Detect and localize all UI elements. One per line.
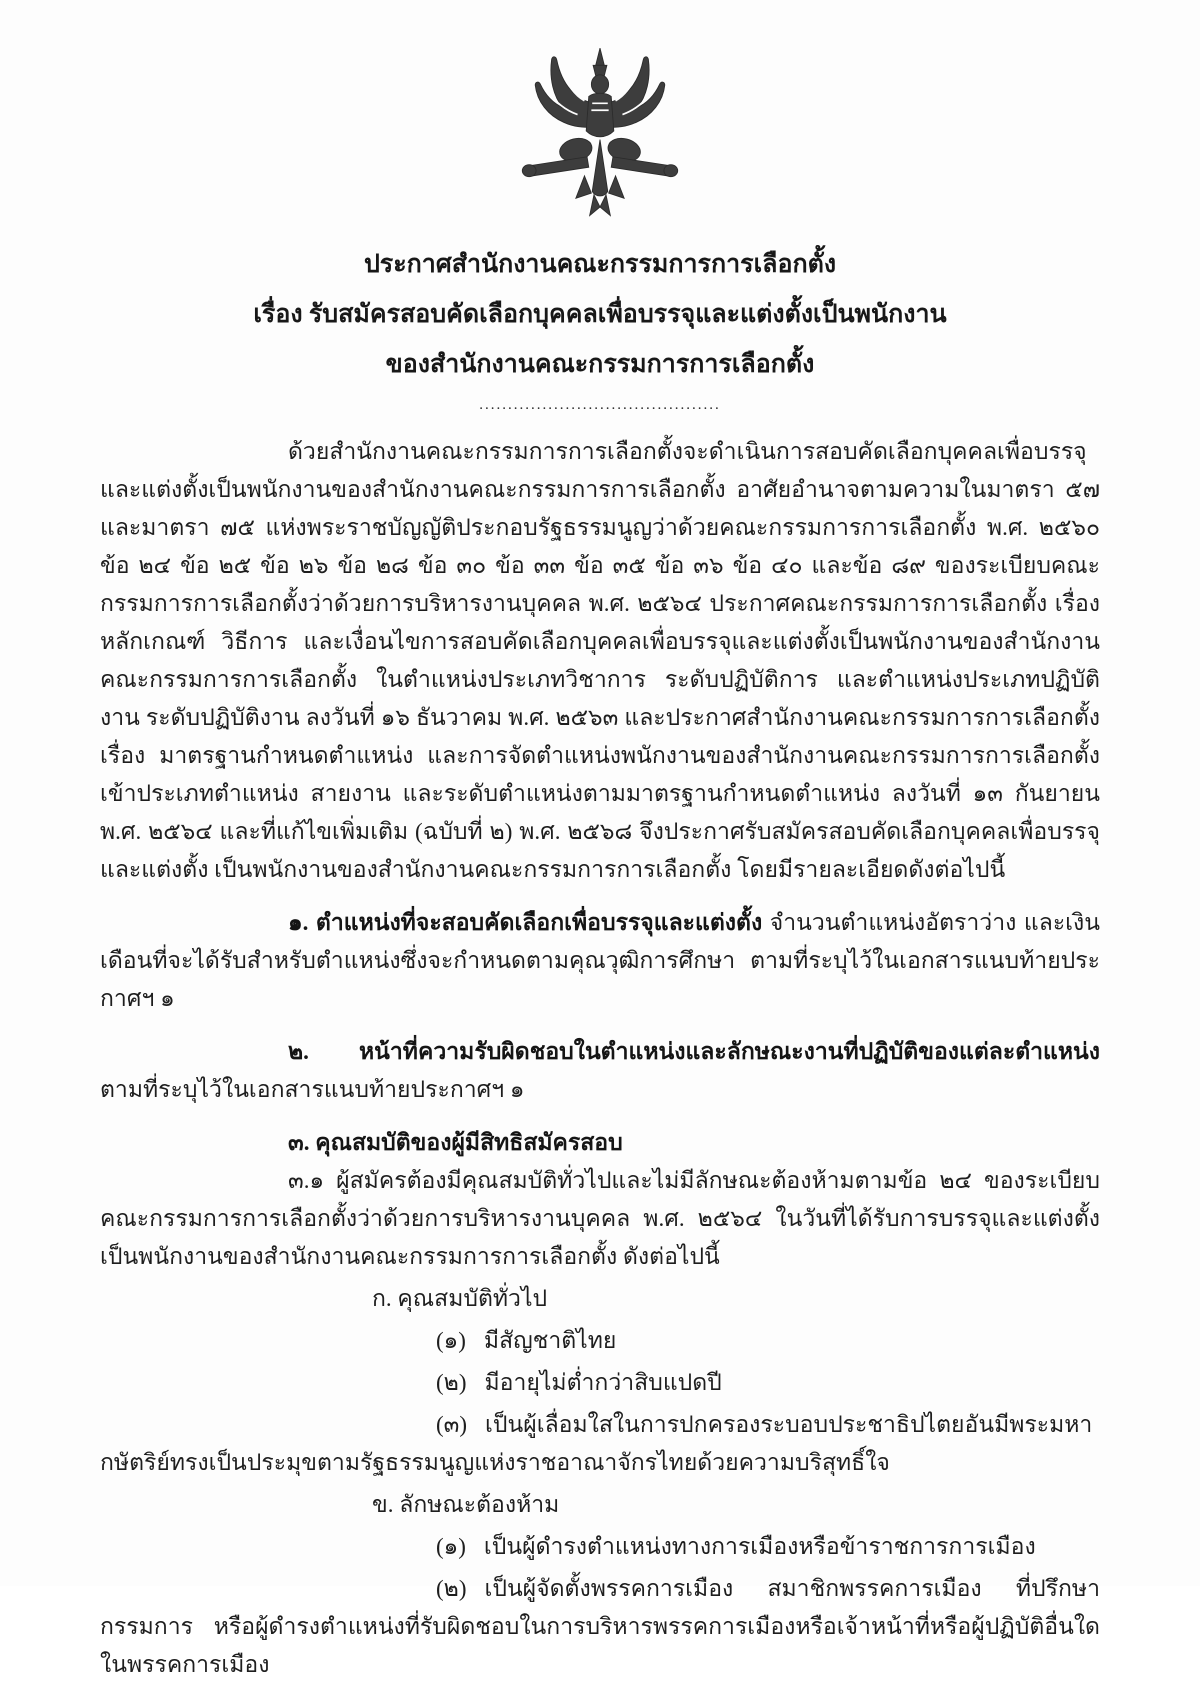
garuda-icon — [505, 46, 695, 228]
qualification-item-1 — [100, 1322, 1100, 1360]
item-number: (๒) — [436, 1370, 467, 1395]
item-number: (๓) — [436, 1412, 468, 1437]
section-1-heading: ๑. ตำแหน่งที่จะสอบคัดเลือกเพื่อบรรจุและแต่งตั้ง — [288, 910, 763, 935]
announcement-title: ประกาศสำนักงานคณะกรรมการการเลือกตั้ง — [363, 251, 837, 278]
item-text: มีสัญชาติไทย — [483, 1328, 617, 1353]
announcement-issuer: ของสำนักงานคณะกรรมการการเลือกตั้ง — [385, 351, 815, 378]
title-block — [0, 240, 1200, 390]
announcement-subject: เรื่อง รับสมัครสอบคัดเลือกบุคคลเพื่อบรรจุและแต่งตั้งเป็นพนักงาน — [253, 301, 947, 328]
qualification-item-3 — [100, 1406, 1100, 1482]
item-text: เป็นผู้ดำรงตำแหน่งทางการเมืองหรือข้าราชการการเมือง — [483, 1534, 1036, 1559]
section-2-heading: ๒. หน้าที่ความรับผิดชอบในตำแหน่งและลักษณะงานที่ปฏิบัติของแต่ละตำแหน่ง — [288, 1039, 1100, 1064]
clause-3-1: ๓.๑ ผู้สมัครต้องมีคุณสมบัติทั่วไปและไม่มีลักษณะต้องห้ามตามข้อ ๒๔ ของระเบียบคณะกรรมการการเลือกตั้งว่าด้วยการบริหารงานบุคคล พ.ศ. ๒๕๖๔ ในวันที่ได้รับการบรรจุและแต่งตั้งเป็นพนักงานของสำนักงานคณะกรรมการการเลือกตั้ง ดังต่อไปนี้ — [100, 1168, 1100, 1269]
item-text: มีอายุไม่ต่ำกว่าสิบแปดปี — [484, 1370, 722, 1395]
item-number: (๒) — [436, 1576, 467, 1601]
subsection-b-header: ข. ลักษณะต้องห้าม — [372, 1492, 560, 1517]
item-text: เป็นผู้เลื่อมใสในการปกครองระบอบประชาธิปไตยอันมีพระมหากษัตริย์ทรงเป็นประมุขตามรัฐธรรมนูญแห่งราชอาณาจักรไทยด้วยความบริสุทธิ์ใจ — [100, 1412, 1093, 1475]
qualification-item-2 — [100, 1364, 1100, 1402]
document-body — [0, 433, 1200, 1684]
section-3-heading: ๓. คุณสมบัติของผู้มีสิทธิสมัครสอบ — [288, 1130, 623, 1155]
item-text: เป็นผู้จัดตั้งพรรคการเมือง สมาชิกพรรคการเมือง ที่ปรึกษา กรรมการ หรือผู้ดำรงตำแหน่งที่รับผิดชอบในการบริหารพรรคการเมืองหรือเจ้าหน้าที่หรือผู้ปฏิบัติอื่นใดในพรรคการเมือง — [100, 1576, 1100, 1677]
prohibition-item-1 — [100, 1528, 1100, 1566]
dotted-separator: .......................................... — [479, 397, 721, 413]
subsection-a-header: ก. คุณสมบัติทั่วไป — [372, 1286, 548, 1311]
garuda-emblem — [0, 0, 1200, 228]
section-1-text: จำนวนตำแหน่งอัตราว่าง และเงินเดือนที่จะได้รับสำหรับตำแหน่งซึ่งจะกำหนดตามคุณวุฒิการศึกษา ตามที่ระบุไว้ในเอกสารแนบท้ายประกาศฯ ๑ — [100, 910, 1100, 1011]
item-number: (๑) — [436, 1534, 466, 1559]
section-2-text: ตามที่ระบุไว้ในเอกสารแนบท้ายประกาศฯ ๑ — [100, 1077, 525, 1102]
item-number: (๑) — [436, 1328, 466, 1353]
intro-paragraph: ด้วยสำนักงานคณะกรรมการการเลือกตั้งจะดำเนินการสอบคัดเลือกบุคคลเพื่อบรรจุ และแต่งตั้งเป็นพนักงานของสำนักงานคณะกรรมการการเลือกตั้ง อาศัยอำนาจตามความในมาตรา ๕๗ และมาตรา ๗๕ แห่งพระราชบัญญัติประกอบรัฐธรรมนูญว่าด้วยคณะกรรมการการเลือกตั้ง พ.ศ. ๒๕๖๐ ข้อ ๒๔ ข้อ ๒๕ ข้อ ๒๖ ข้อ ๒๘ ข้อ ๓๐ ข้อ ๓๓ ข้อ ๓๕ ข้อ ๓๖ ข้อ ๔๐ และข้อ ๘๙ ของระเบียบคณะกรรมการการเลือกตั้งว่าด้วยการบริหารงานบุคคล พ.ศ. ๒๕๖๔ ประกาศคณะกรรมการการเลือกตั้ง เรื่อง หลักเกณฑ์ วิธีการ และเงื่อนไขการสอบคัดเลือกบุคคลเพื่อบรรจุและแต่งตั้งเป็นพนักงานของสำนักงานคณะกรรมการการเลือกตั้ง ในตำแหน่งประเภทวิชาการ ระดับปฏิบัติการ และตำแหน่งประเภทปฏิบัติงาน ระดับปฏิบัติงาน ลงวันที่ ๑๖ ธันวาคม พ.ศ. ๒๕๖๓ และประกาศสำนักงานคณะกรรมการการเลือกตั้ง เรื่อง มาตรฐานกำหนดตำแหน่ง และการจัดตำแหน่งพนักงานของสำนักงานคณะกรรมการการเลือกตั้ง เข้าประเภทตำแหน่ง สายงาน และระดับตำแหน่งตามมาตรฐานกำหนดตำแหน่ง ลงวันที่ ๑๓ กันยายน พ.ศ. ๒๕๖๔ และที่แก้ไขเพิ่มเติม (ฉบับที่ ๒) พ.ศ. ๒๕๖๘ จึงประกาศรับสมัครสอบคัดเลือกบุคคลเพื่อบรรจุและแต่งตั้ง เป็นพนักงานของสำนักงานคณะกรรมการการเลือกตั้ง โดยมีรายละเอียดดังต่อไปนี้ — [100, 439, 1100, 882]
section-2 — [100, 1033, 1100, 1109]
prohibition-item-2 — [100, 1570, 1100, 1684]
section-1 — [100, 904, 1100, 1018]
